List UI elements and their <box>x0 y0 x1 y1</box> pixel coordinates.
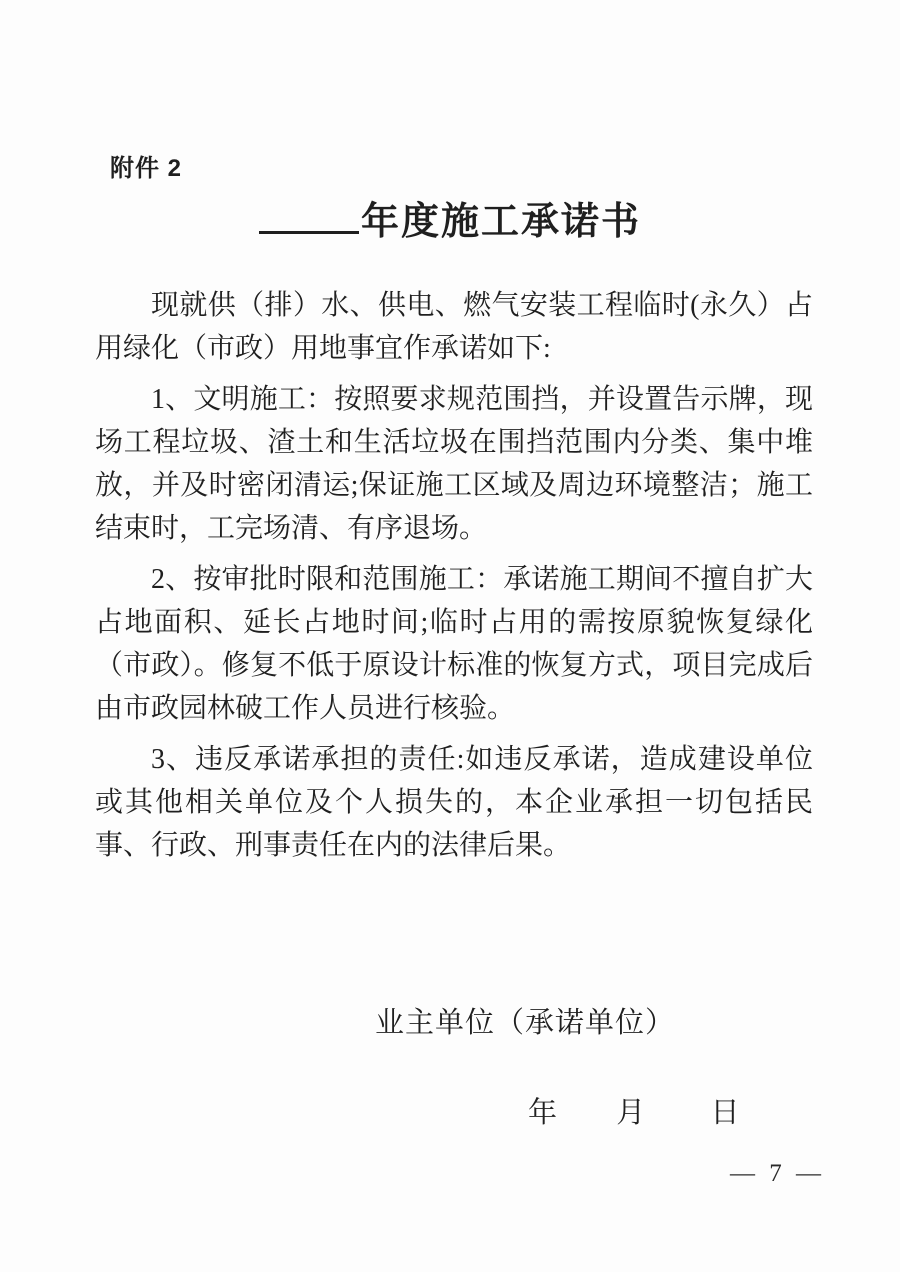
document-title-text: 年度施工承诺书 <box>360 201 641 243</box>
date-line <box>528 1090 740 1131</box>
title-blank-underline <box>259 231 359 234</box>
clause-1-paragraph: 1、文明施工：按照要求规范围挡，并设置告示牌，现场工程垃圾、渣土和生活垃圾在围挡范围内分类、集中堆放，并及时密闭清运;保证施工区域及周边环境整洁；施工结束时，工完场清、有序退场。 <box>95 384 813 544</box>
document-body <box>95 284 813 875</box>
date-day-label: 日 <box>710 1097 740 1129</box>
document-title <box>0 190 900 245</box>
signature-owner-unit-label: 业主单位（承诺单位） <box>375 1007 676 1039</box>
date-month-label: 月 <box>616 1097 646 1129</box>
clause-3-paragraph: 3、违反承诺承担的责任:如违反承诺，造成建设单位或其他相关单位及个人损失的，本企业承担一切包括民事、行政、刑事责任在内的法律后果。 <box>95 744 813 861</box>
clause-2-paragraph: 2、按审批时限和范围施工：承诺施工期间不擅自扩大占地面积、延长占地时间;临时占用的需按原貌恢复绿化（市政）。修复不低于原设计标准的恢复方式，项目完成后由市政园林破工作人员进行核验。 <box>95 564 813 724</box>
intro-paragraph: 现就供（排）水、供电、燃气安装工程临时(永久）占用绿化（市政）用地事宜作承诺如下: <box>95 290 813 364</box>
page-number: — 7 — <box>730 1160 821 1187</box>
attachment-label: 附件 2 <box>110 155 183 182</box>
date-year-label: 年 <box>528 1097 558 1129</box>
